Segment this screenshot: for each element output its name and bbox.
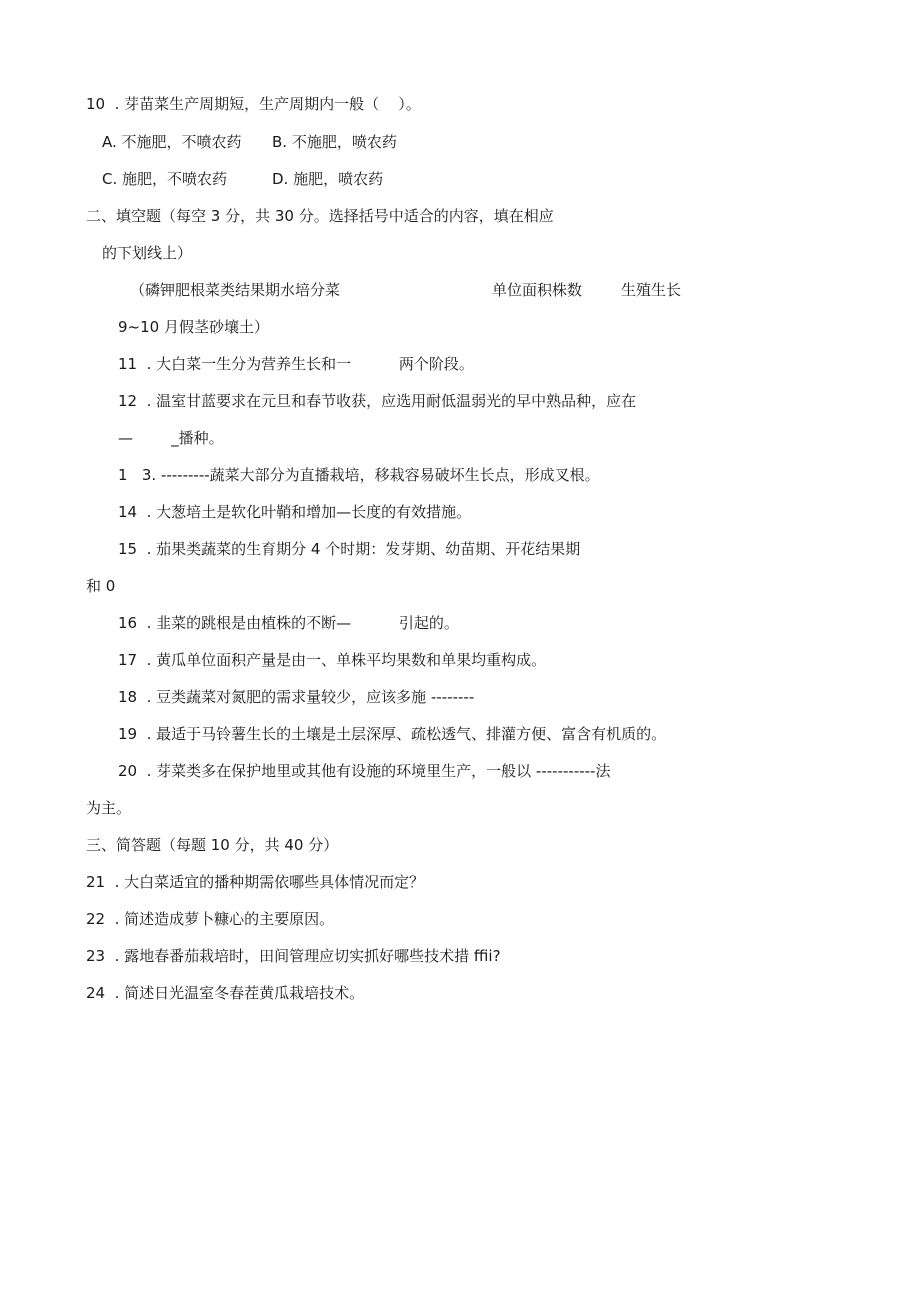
question-10-stem: 10 . 芽苗菜生产周期短，生产周期内一般（ ）。 — [86, 95, 421, 113]
question-10-option-a: A. 不施肥，不喷农药 — [102, 133, 242, 151]
question-10-option-d: D. 施肥，喷农药 — [272, 170, 384, 188]
section-3-heading: 三、简答题（每题 10 分，共 40 分） — [86, 836, 339, 854]
word-bank-part-4: 9~10 月假茎砂壤土） — [118, 318, 269, 336]
question-15-cont: 和 0 — [86, 577, 116, 595]
question-10-option-c: C. 施肥，不喷农药 — [102, 170, 228, 188]
question-16: 16 . 韭菜的跳根是由植株的不断— 引起的。 — [118, 614, 459, 632]
word-bank-part-1: （磷钾肥根菜类结果期水培分菜 — [130, 281, 341, 299]
question-23: 23 . 露地春番茄栽培时，田间管理应切实抓好哪些技术措 ffii? — [86, 947, 501, 965]
section-2-heading-cont: 的下划线上） — [102, 244, 193, 262]
question-18: 18 . 豆类蔬菜对氮肥的需求量较少，应该多施 -------- — [118, 688, 475, 706]
question-17: 17 . 黄瓜单位面积产量是由一、单株平均果数和单果均重构成。 — [118, 651, 547, 669]
question-20-cont: 为主。 — [86, 799, 132, 817]
question-21: 21 . 大白菜适宜的播种期需依哪些具体情况而定？ — [86, 873, 425, 891]
question-11: 11 . 大白菜一生分为营养生长和一 两个阶段。 — [118, 355, 474, 373]
question-15: 15 . 茄果类蔬菜的生育期分 4 个时期：发芽期、幼苗期、开花结果期 — [118, 540, 581, 558]
question-13: 1 3. ---------蔬菜大部分为直播栽培，移栽容易破坏生长点，形成叉根。 — [118, 466, 600, 484]
question-20: 20 . 芽菜类多在保护地里或其他有设施的环境里生产，一般以 -----------法 — [118, 762, 611, 780]
question-10-option-b: B. 不施肥，喷农药 — [272, 133, 397, 151]
question-24: 24 . 简述日光温室冬春茬黄瓜栽培技术。 — [86, 984, 365, 1002]
word-bank-part-3: 生殖生长 — [621, 281, 682, 299]
question-14: 14 . 大葱培土是软化叶鞘和增加—长度的有效措施。 — [118, 503, 472, 521]
question-19: 19 . 最适于马铃薯生长的土壤是土层深厚、疏松透气、排灌方便、富含有机质的。 — [118, 725, 667, 743]
question-22: 22 . 简述造成萝卜糠心的主要原因。 — [86, 910, 335, 928]
word-bank-part-2: 单位面积株数 — [492, 281, 583, 299]
question-12-cont: — _播种。 — [118, 429, 224, 447]
section-2-heading: 二、填空题（每空 3 分，共 30 分。选择括号中适合的内容，填在相应 — [86, 207, 554, 225]
question-12: 12 . 温室甘蓝要求在元旦和春节收获，应选用耐低温弱光的早中熟品种，应在 — [118, 392, 637, 410]
